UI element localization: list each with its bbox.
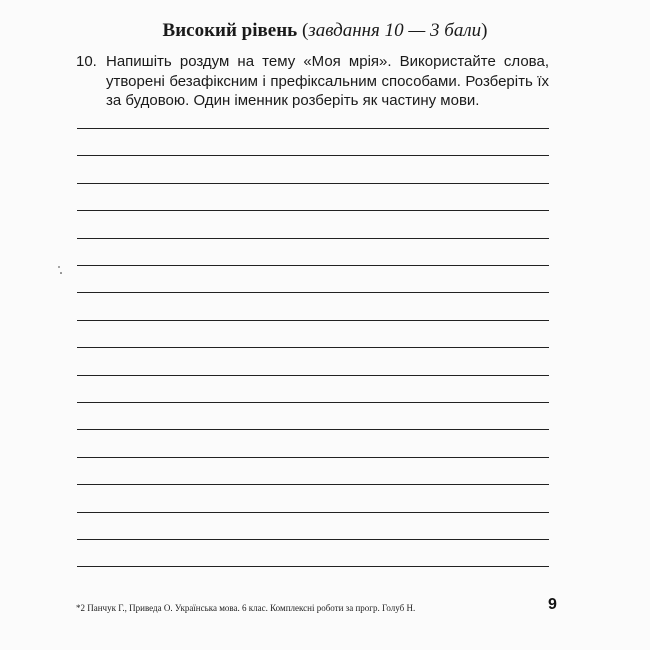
answer-line[interactable] (77, 238, 549, 239)
answer-line[interactable] (77, 512, 549, 513)
task-text-line: за будовою. Один іменник розберіть як частину мови. (106, 92, 480, 109)
heading-paren-close: ) (481, 20, 488, 41)
answer-line[interactable] (77, 265, 549, 266)
answer-line[interactable] (77, 566, 549, 567)
task-points-note: завдання 10 — 3 бали (308, 20, 482, 41)
footer-citation: *2 Панчук Г., Приведа О. Українська мова. 6 клас. Комплексні роботи за прогр. Голуб Н. (76, 603, 416, 613)
answer-line[interactable] (77, 457, 549, 458)
answer-line[interactable] (77, 539, 549, 540)
answer-line[interactable] (77, 402, 549, 403)
answer-line[interactable] (77, 375, 549, 376)
answer-line[interactable] (77, 155, 549, 156)
answer-line[interactable] (77, 210, 549, 211)
task-text-line: Напишіть роздум на тему «Моя мрія». Використайте слова, (106, 53, 549, 70)
answer-line[interactable] (77, 128, 549, 129)
answer-line[interactable] (77, 429, 549, 430)
answer-line[interactable] (77, 347, 549, 348)
level-title: Високий рівень (162, 20, 298, 41)
scan-speck (60, 272, 62, 274)
answer-lines-area[interactable] (77, 0, 549, 650)
answer-line[interactable] (77, 320, 549, 321)
answer-line[interactable] (77, 183, 549, 184)
task-text-line: утворені безафіксним і префіксальним способами. Розберіть їх (106, 72, 549, 90)
page-number: 9 (548, 596, 557, 613)
heading-paren-open: ( (297, 20, 309, 41)
answer-line[interactable] (77, 484, 549, 485)
scan-speck (58, 266, 60, 268)
answer-line[interactable] (77, 292, 549, 293)
task-number: 10. (76, 53, 97, 70)
